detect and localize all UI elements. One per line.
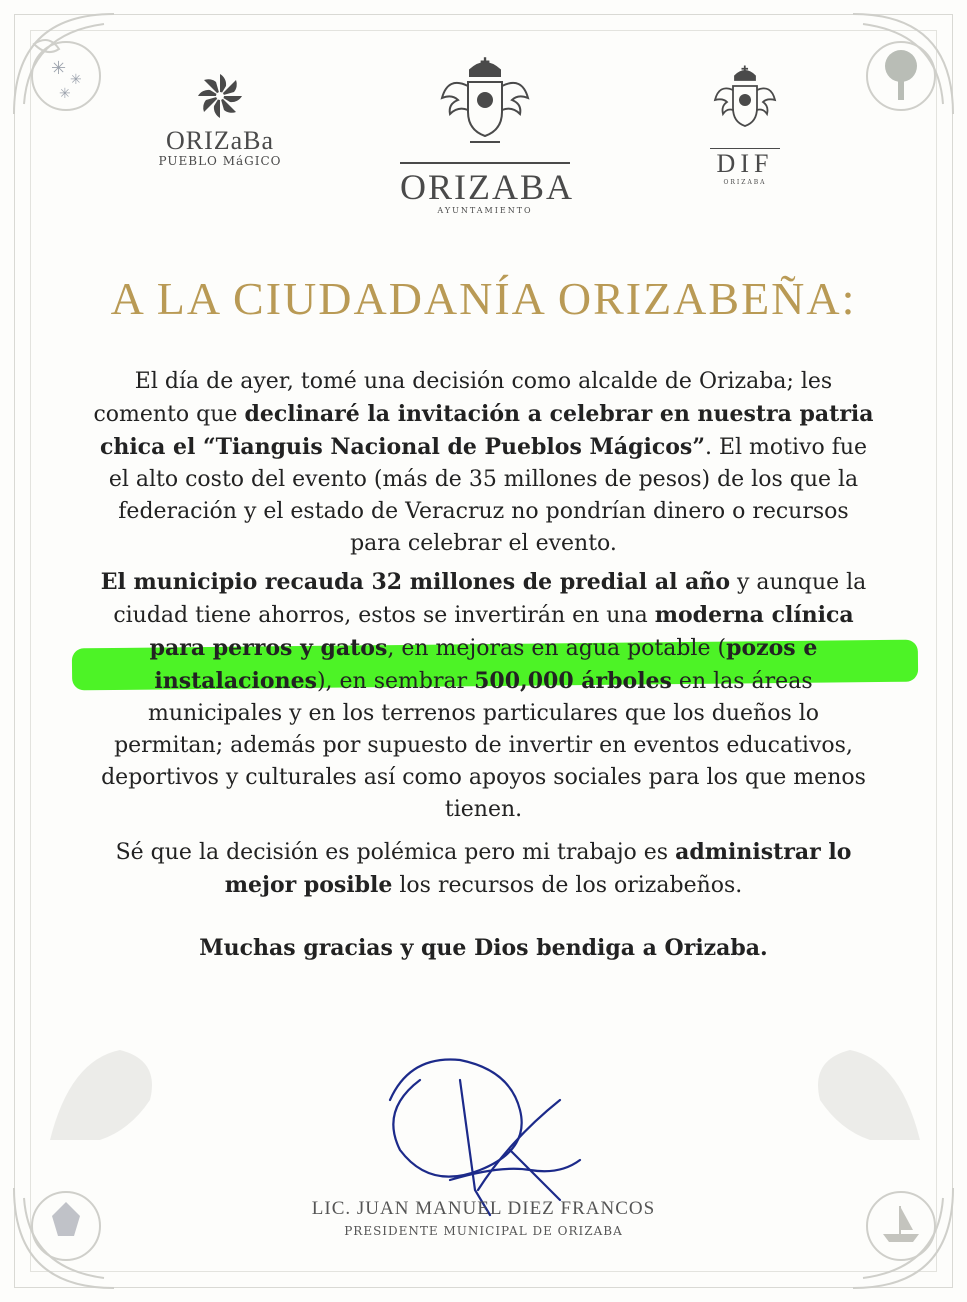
logo-left-title: ORIZaBa: [165, 126, 275, 155]
paragraph-2-bold-e: pozos e instalaciones: [154, 635, 818, 694]
dif-emblem-icon: [713, 62, 777, 142]
paragraph-1-text-a: El día de ayer, tomé una decisión como alcalde de Orizaba; les comento que: [93, 369, 833, 427]
paragraph-2-text-f: ), en sembrar: [316, 669, 475, 694]
logo-right-subtitle: ORIZABA: [723, 179, 767, 186]
paragraph-2-text-d: , en mejoras en agua potable (: [387, 636, 727, 661]
lion-watermark-left: [40, 1040, 170, 1150]
lion-watermark-right: [800, 1040, 930, 1150]
svg-text:✳: ✳: [70, 72, 82, 88]
handwritten-signature: [360, 1040, 620, 1220]
logo-left-subtitle: PUEBLO MáGICO: [158, 154, 282, 168]
corner-ornament-bottom-left: [4, 1178, 124, 1298]
paragraph-3-text-a: Sé que la decisión es polémica pero mi trabajo es: [115, 840, 676, 865]
paragraph-2-text-h: en las áreas municipales y en los terrenos particulares que los dueños lo permitan; además por supuesto de invertir en eventos educativos, deportivos y culturales así como apoyos sociales para los que menos tienen.: [101, 669, 866, 822]
corner-ornament-top-right: [843, 4, 963, 124]
logo-center-subtitle: AYUNTAMIENTO: [437, 206, 533, 215]
paragraph-2-bold-a: El municipio recauda 32 millones de predial al año: [100, 569, 731, 595]
corner-ornament-bottom-right: [843, 1178, 963, 1298]
coat-of-arms-icon: [440, 52, 530, 152]
paragraph-3-text-c: los recursos de los orizabeños.: [392, 873, 743, 898]
logo-right-title: DIF: [710, 148, 780, 179]
svg-text:✳: ✳: [51, 58, 67, 79]
signatory-name: LIC. JUAN MANUEL DIEZ FRANCOS: [311, 1198, 656, 1219]
svg-text:✚: ✚: [741, 65, 749, 75]
page-title: A LA CIUDADANÍA ORIZABEÑA:: [110, 273, 857, 324]
orizaba-ayuntamiento-logo: [380, 52, 590, 215]
closing-line: [90, 932, 877, 965]
paragraph-2-bold-c: moderna clínica para perros y gatos: [149, 602, 854, 661]
orizaba-pueblo-magico-logo: [150, 72, 290, 168]
logo-center-title: ORIZABA: [400, 162, 570, 206]
paragraph-3-bold: administrar lo mejor posible: [224, 839, 852, 898]
paragraph-2-bold-g: 500,000 árboles: [474, 668, 672, 694]
paragraph-2-text-b: y aunque la ciudad tiene ahorros, estos se invertirán en una: [113, 570, 867, 628]
paragraph-1-bold: declinaré la invitación a celebrar en nuestra patria chica el “Tianguis Nacional de Pueblos Mágicos”: [99, 401, 874, 460]
paragraph-1: [90, 366, 877, 560]
pinwheel-icon: [196, 72, 244, 120]
svg-text:✳: ✳: [59, 86, 71, 102]
dif-orizaba-logo: [690, 62, 800, 186]
paragraph-2: [90, 566, 877, 826]
paragraph-3: [90, 836, 877, 902]
corner-ornament-top-left: [4, 4, 124, 124]
svg-text:✚: ✚: [480, 55, 491, 69]
closing-text: Muchas gracias y que Dios bendiga a Orizaba.: [199, 935, 768, 961]
signatory-title: PRESIDENTE MUNICIPAL DE ORIZABA: [344, 1224, 623, 1238]
paragraph-1-text-c: . El motivo fue el alto costo del evento (más de 35 millones de pesos) de los que la federación y el estado de Veracruz no pondrían dinero o recursos para celebrar el evento.: [108, 435, 868, 556]
